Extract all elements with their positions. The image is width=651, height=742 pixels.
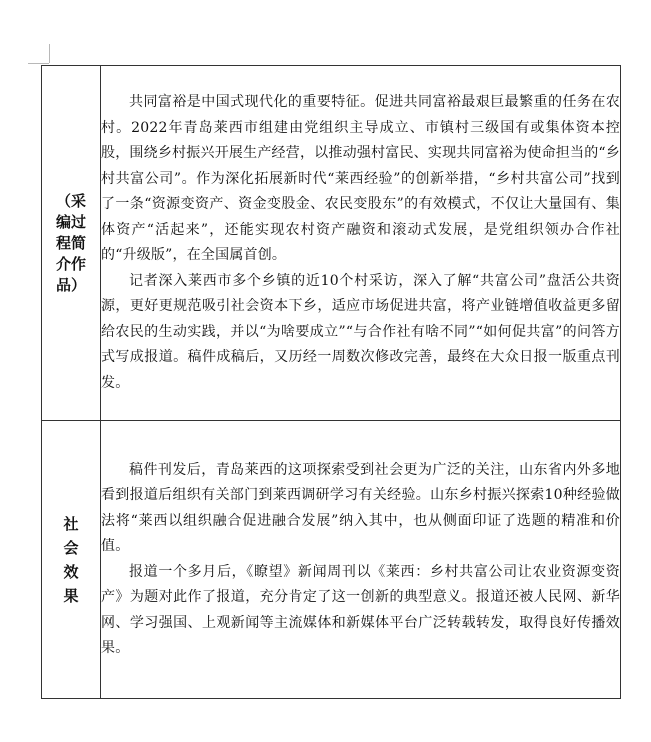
process-paragraph-1: 共同富裕是中国式现代化的重要特征。促进共同富裕最艰巨最繁重的任务在农村。2022年青岛莱西市组建由党组织主导成立、市镇村三级国有或集体资本控股，围绕乡村振兴开展生产经营，以推动强村富民、实现共同富裕为使命担当的“乡村共富公司”。作为深化拓展新时代“莱西经验”的创新举措，“乡村共富公司”找到了一条“资源变资产、资金变股金、农民变股东”的有效模式，不仅让大量国有、集体资产“活起来”，还能实现农村资产融资和滚动式发展，是党组织领办合作社的“升级版”，在全国属首创。: [101, 94, 620, 263]
effect-paragraph-1: 稿件刊发后，青岛莱西的这项探索受到社会更为广泛的关注，山东省内外多地看到报道后组织有关部门到莱西调研学习有关经验。山东乡村振兴探索10种经验做法将“莱西以组织融合促进融合发展”纳入其中，也从侧面印证了选题的精准和价值。: [101, 461, 620, 554]
margin-corner-mark-vertical: [49, 44, 50, 63]
content-cell-effect: [101, 421, 621, 699]
table-row-effect: [42, 421, 621, 699]
label-cell-effect: [42, 421, 101, 699]
document-table: [41, 65, 621, 699]
process-paragraph-2: 记者深入莱西市多个乡镇的近10个村采访，深入了解“共富公司”盘活公共资源，更好更规范吸引社会资本下乡，适应市场促进共富，将产业链增值收益更多留给农民的生动实践，并以“为啥要成立”“与合作社有啥不同”“如何促共富”的问答方式写成报道。稿件成稿后，又历经一周数次修改完善，最终在大众日报一版重点刊发。: [101, 272, 620, 391]
content-cell-process: [101, 66, 621, 421]
margin-corner-mark-horizontal: [28, 63, 49, 64]
effect-paragraph-2: 报道一个多月后，《瞭望》新闻周刊以《莱西：乡村共富公司让农业资源变资产》为题对此作了报道，充分肯定了这一创新的典型意义。报道还被人民网、新华网、学习强国、上观新闻等主流媒体和新媒体平台广泛转载转发，取得良好传播效果。: [101, 563, 620, 656]
section-label-process: （采编过程简介作品）: [55, 191, 86, 294]
label-cell-process: [42, 66, 101, 421]
section-label-effect: 社会效果: [63, 514, 79, 605]
table-row-process: [42, 66, 621, 421]
